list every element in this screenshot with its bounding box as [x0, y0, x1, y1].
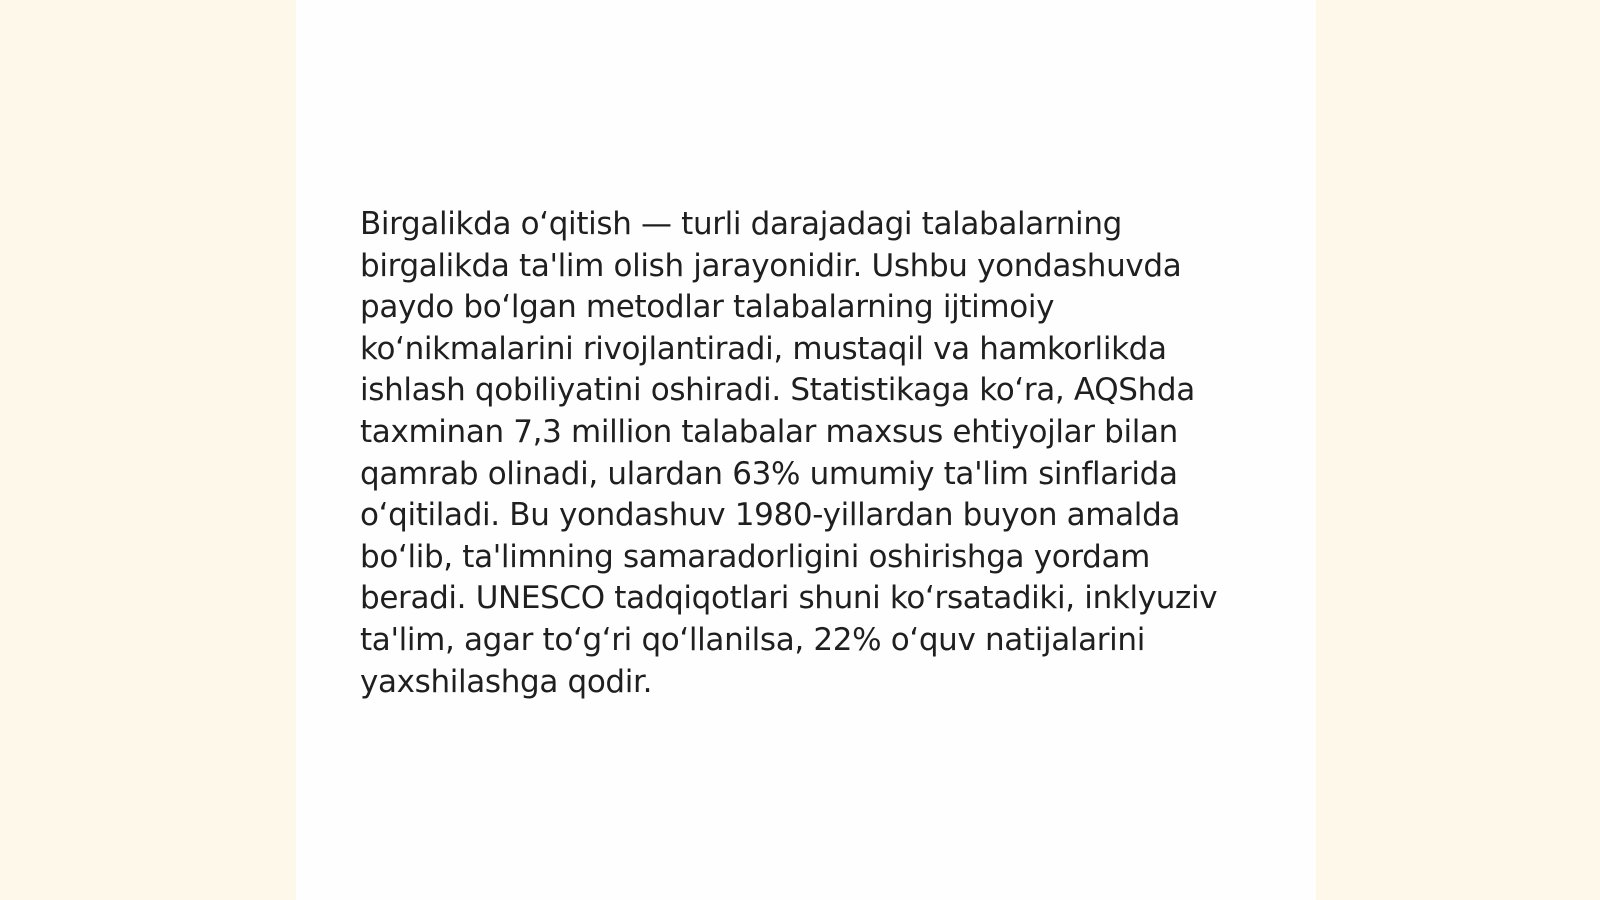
body-paragraph: Birgalikda oʻqitish — turli darajadagi talabalarning birgalikda ta'lim olish jarayonidir. Ushbu yondashuvda paydo boʻlgan metodlar talabalarning ijtimoiy koʻnikmalarini rivojlantiradi, mustaqil va hamkorlikda ishlash qobiliyatini oshiradi. Statistikaga koʻra, AQShda taxminan 7,3 million talabalar maxsus ehtiyojlar bilan qamrab olinadi, ulardan 63% umumiy ta'lim sinflarida oʻqitiladi. Bu yondashuv 1980-yillardan buyon amalda boʻlib, ta'limning samaradorligini oshirishga yordam beradi. UNESCO tadqiqotlari shuni koʻrsatadiki, inklyuziv ta'lim, agar toʻgʻri qoʻllanilsa, 22% oʻquv natijalarini yaxshilashga qodir.	[360, 206, 1218, 700]
right-margin	[1316, 0, 1600, 900]
left-margin	[0, 0, 296, 900]
content-panel	[296, 0, 1316, 900]
